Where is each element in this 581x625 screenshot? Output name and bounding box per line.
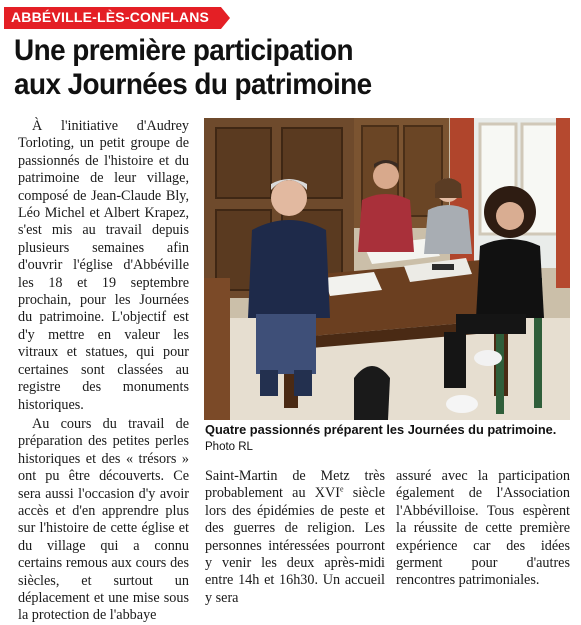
article-paragraph-1: À l'initiative d'Audrey Torloting, un petit groupe de passionnés de l'histoire et du patrimoine de leur village, composé de Jean-Claude Bly, Léo Michel et Albert Krapez, s'est mis au travail depuis plusieurs semaines afin d'ouvrir l'église d'Abbéville les 18 et 19 septembre prochain, pour les Journées du patrimoine. L'objectif est d'y mettre en valeur les vitraux et statues, qui pour certaines sont classées au registre des monuments historiques.: [18, 118, 189, 413]
article-column-middle: [205, 468, 385, 607]
section-kicker: [4, 7, 230, 29]
article-column-right: [396, 468, 570, 590]
col2-superscript: e: [339, 484, 344, 494]
photo-caption: [205, 422, 565, 455]
photo-caption-text: Quatre passionnés préparent les Journées du patrimoine.: [205, 422, 557, 437]
article-column-left: [18, 118, 189, 625]
col2-text-after: siècle lors des épidémies de peste et des guerres de religion. Les personnes intéressées pourront y venir les deux après-midi entre 14h et 16h30. Un accueil y sera: [205, 485, 385, 606]
headline: [14, 34, 535, 102]
col2-text-before: Saint-Martin de Metz très probablement au XVI: [205, 468, 385, 502]
article-column-right-text: assuré avec la participation également de l'Association l'Abbévilloise. Tous espèrent la réussite de cette première expérience car des idées germent pour d'autres rencontres patrimoniales.: [396, 468, 570, 589]
article-column-middle-text: [205, 468, 385, 607]
photo-illustration: [204, 118, 570, 420]
article-paragraph-2: Au cours du travail de préparation des petites perles historiques et des « trésors » ont pu être découverts. Ce sera aussi l'occasion d'y avoir accès et d'en apprendre plus sur l'histoire de cette église et du village qui a connu certains remous aux cours des siècles, et surtout un déplacement et une mise sous la protection de l'abbaye: [18, 415, 189, 624]
kicker-label: ABBÉVILLE-LÈS-CONFLANS: [11, 9, 210, 25]
headline-line-2: aux Journées du patrimoine: [14, 68, 372, 101]
headline-line-1: Une première participation: [14, 34, 353, 67]
photo-credit: Photo RL: [205, 441, 253, 453]
article-photo: [204, 118, 570, 420]
